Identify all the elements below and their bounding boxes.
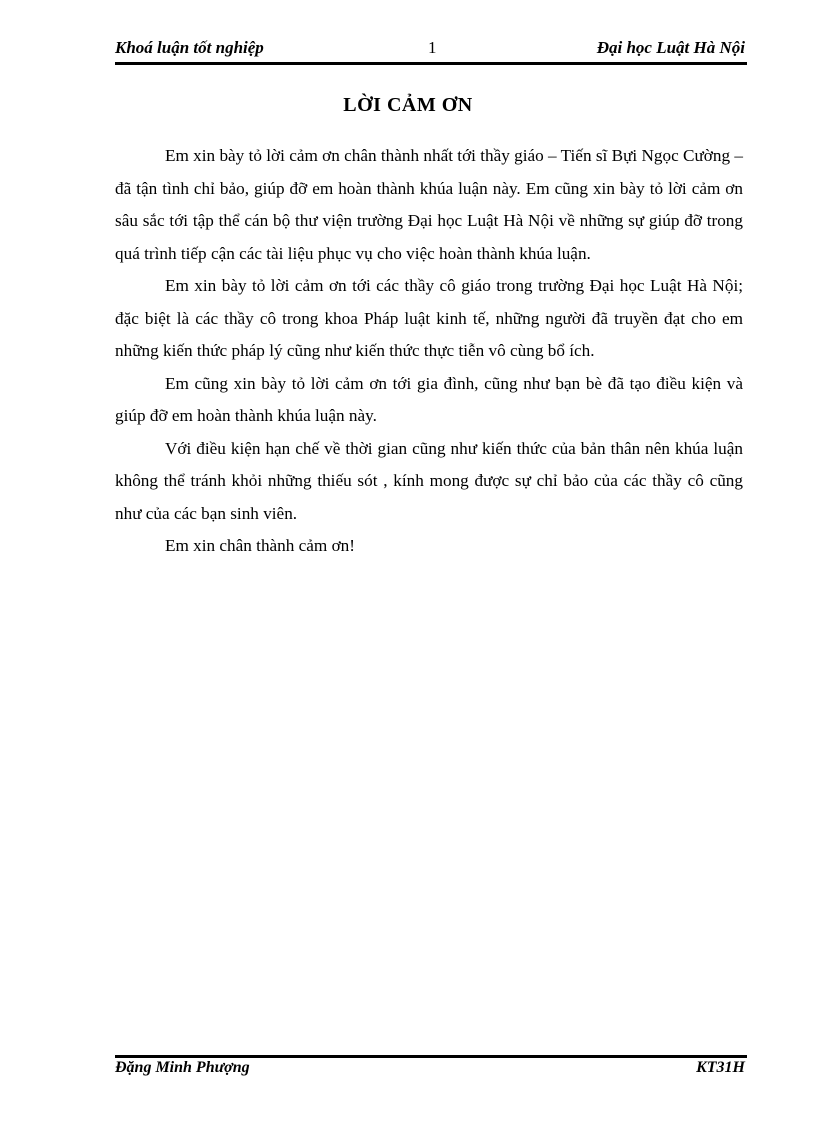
header-university: Đại học Luật Hà Nội xyxy=(596,38,745,57)
header-divider xyxy=(115,62,747,65)
page-number: 1 xyxy=(428,38,437,57)
acknowledgement-body xyxy=(115,140,743,563)
paragraph: Em xin bày tỏ lời cảm ơn tới các thầy cô giáo trong trường Đại học Luật Hà Nội; đặc biệt là các thầy cô trong khoa Pháp luật kinh tế, những người đã truyền đạt cho em những kiến thức pháp lý cũng như kiến thức thực tiễn vô cùng bổ ích. xyxy=(115,276,743,360)
footer-class-code: KT31H xyxy=(696,1059,745,1076)
page-title: LỜI CẢM ƠN xyxy=(343,94,473,116)
paragraph: Em xin chân thành cảm ơn! xyxy=(165,536,355,555)
paragraph: Với điều kiện hạn chế về thời gian cũng như kiến thức của bản thân nên khúa luận không thể tránh khỏi những thiếu sót , kính mong được sự chỉ bảo của các thầy cô cũng như của các bạn sinh viên. xyxy=(115,438,743,523)
page-footer xyxy=(115,1059,745,1083)
header-thesis-label: Khoá luận tốt nghiệp xyxy=(115,38,264,57)
footer-author: Đặng Minh Phượng xyxy=(115,1059,250,1076)
paragraph: Em cũng xin bày tỏ lời cảm ơn tới gia đình, cũng như bạn bè đã tạo điều kiện và giúp đỡ em hoàn thành khúa luận này. xyxy=(115,373,743,425)
footer-divider xyxy=(115,1055,747,1058)
paragraph: Em xin bày tỏ lời cảm ơn chân thành nhất tới thầy giáo – Tiến sĩ Bựi Ngọc Cường – đã tận tình chỉ bảo, giúp đỡ em hoàn thành khúa luận này. Em cũng xin bày tỏ lời cảm ơn sâu sắc tới tập thể cán bộ thư viện trường Đại học Luật Hà Nội về những sự giúp đỡ trong quá trình tiếp cận các tài liệu phục vụ cho việc hoàn thành khúa luận. xyxy=(115,146,743,263)
page-header xyxy=(115,36,745,62)
